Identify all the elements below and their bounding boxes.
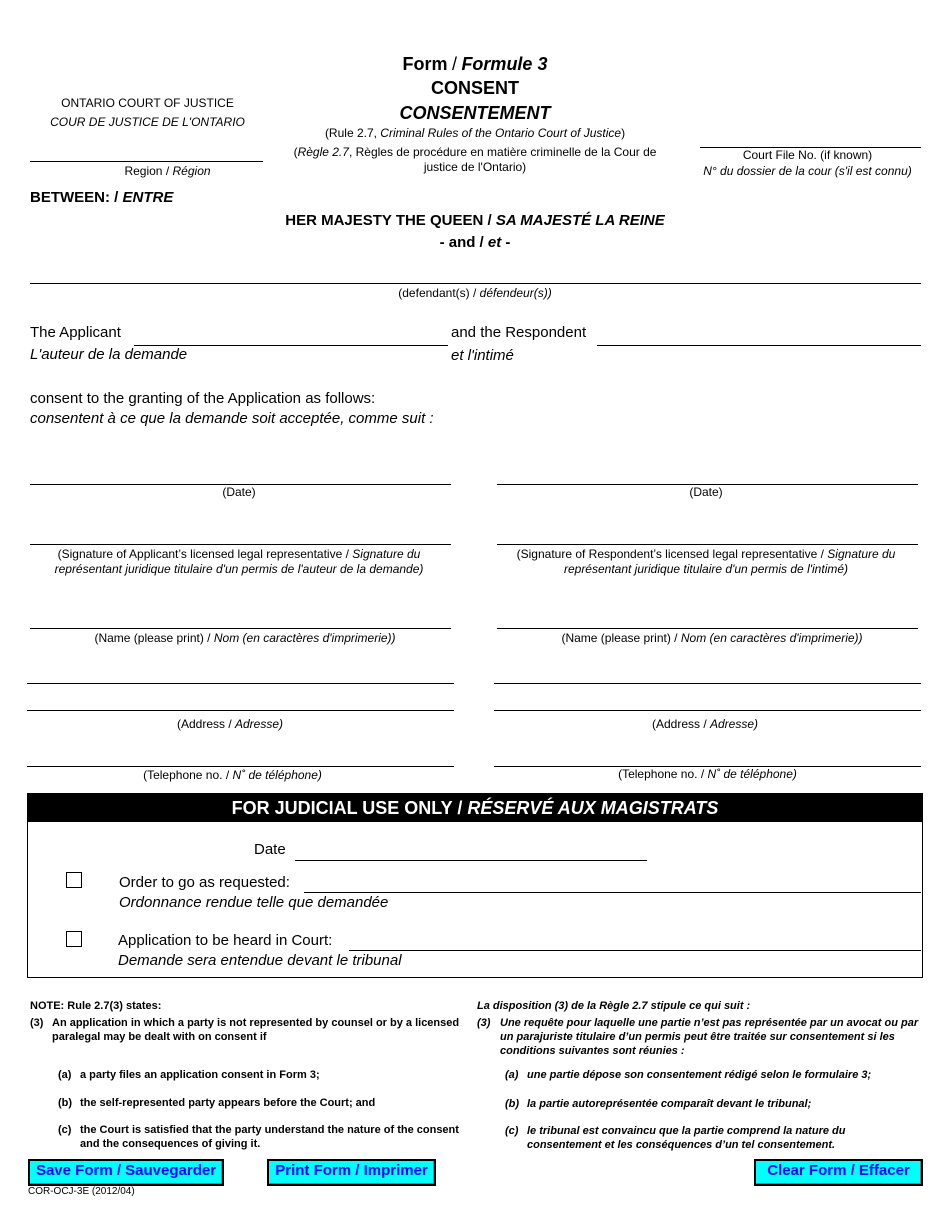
form-number-fr: Formule 3 bbox=[461, 54, 548, 74]
applicant-signature-label bbox=[30, 547, 448, 577]
respondent-address-label-en: (Address / bbox=[651, 717, 707, 731]
note-en-b: the self-represented party appears before the Court; and bbox=[80, 1097, 376, 1109]
title-en: CONSENT bbox=[430, 78, 519, 98]
note-fr-c: le tribunal est convaincu que la partie comprend la nature du consentement et les conséquences d’un tel consentement. bbox=[527, 1125, 846, 1151]
note-en-c-num: (c) bbox=[58, 1124, 72, 1136]
defendant-label bbox=[30, 286, 920, 301]
applicant-phone-label-en: (Telephone no. / bbox=[143, 768, 230, 782]
respondent-phone-label bbox=[505, 767, 910, 782]
note-fr-p3-num: (3) bbox=[477, 1017, 491, 1029]
note-fr-b: la partie autoreprésentée comparaît devant le tribunal; bbox=[527, 1098, 812, 1110]
applicant-input[interactable] bbox=[134, 325, 448, 346]
note-en-a-num: (a) bbox=[58, 1069, 72, 1081]
applicant-phone-label-fr: N˚ de téléphone) bbox=[232, 768, 322, 782]
respondent-name-input[interactable] bbox=[497, 608, 918, 629]
respondent-phone-label-fr: N˚ de téléphone) bbox=[707, 767, 797, 781]
region-label bbox=[30, 164, 305, 179]
queen-fr: SA MAJESTÉ LA REINE bbox=[495, 212, 665, 229]
applicant-address-label bbox=[30, 717, 430, 732]
respondent-name-label bbox=[497, 631, 927, 646]
respondent-date-input[interactable] bbox=[497, 464, 918, 485]
court-file-number-label-fr: N° du dossier de la cour (s'il est connu) bbox=[703, 164, 912, 178]
respondent-label-en: and the Respondent bbox=[451, 324, 587, 341]
region-label-sep: / bbox=[165, 164, 170, 178]
applicant-address-line1-input[interactable] bbox=[27, 663, 454, 684]
note-fr-b-num: (b) bbox=[505, 1098, 520, 1110]
applicant-label-en: The Applicant bbox=[30, 324, 121, 341]
between-fr: ENTRE bbox=[122, 189, 174, 206]
court-name-en: ONTARIO COURT OF JUSTICE bbox=[61, 96, 234, 110]
rule-citation-fr bbox=[280, 145, 670, 175]
applicant-signature-label-fr: Signature du représentant juridique titulaire d'un permis de l'auteur de la demande) bbox=[54, 547, 424, 576]
judicial-header-en: FOR JUDICIAL USE ONLY / bbox=[231, 798, 463, 818]
respondent-signature-label bbox=[497, 547, 915, 577]
form-number-sep: / bbox=[451, 54, 457, 74]
heard-in-court-label-en: Application to be heard in Court: bbox=[118, 932, 333, 949]
applicant-signature-label-en: (Signature of Applicant’s licensed legal representative / bbox=[57, 547, 349, 561]
order-as-requested-label-en: Order to go as requested: bbox=[119, 874, 290, 891]
rule-fr-italic: Règle 2.7 bbox=[297, 145, 349, 159]
form-number-en: Form bbox=[402, 54, 448, 74]
heard-in-court-input[interactable] bbox=[349, 930, 921, 951]
applicant-name-label-en: (Name (please print) / bbox=[94, 631, 211, 645]
order-as-requested-input[interactable] bbox=[304, 872, 921, 893]
heard-in-court-label-fr: Demande sera entendue devant le tribunal bbox=[118, 952, 402, 969]
applicant-name-label bbox=[30, 631, 460, 646]
respondent-input[interactable] bbox=[597, 325, 921, 346]
rule-en-suffix: ) bbox=[621, 126, 626, 140]
applicant-phone-input[interactable] bbox=[27, 746, 454, 767]
note-en-p3: An application in which a party is not represented by counsel or by a licensed paralegal may be dealt with on consent if bbox=[52, 1017, 460, 1043]
judicial-date-label: Date bbox=[254, 841, 286, 858]
order-as-requested-checkbox[interactable] bbox=[66, 872, 82, 888]
note-fr-p3: Une requête pour laquelle une partie n’est pas représentée par un avocat ou par un parajuriste titulaire d’un permis peut être traitée sur consentement si les conditions suivantes sont réunies : bbox=[500, 1017, 919, 1057]
note-en-c: the Court is satisfied that the party understand the nature of the consent and the consequences of giving it. bbox=[80, 1124, 459, 1150]
respondent-address-label bbox=[505, 717, 905, 732]
court-file-number-label-en: Court File No. (if known) bbox=[742, 148, 873, 162]
respondent-phone-label-en: (Telephone no. / bbox=[618, 767, 705, 781]
defendant-input[interactable] bbox=[30, 263, 921, 284]
court-name-fr: COUR DE JUSTICE DE L'ONTARIO bbox=[50, 115, 245, 129]
applicant-address-label-fr: Adresse) bbox=[235, 717, 284, 731]
between-en: BETWEEN: / bbox=[30, 189, 119, 206]
and-fr: et bbox=[487, 234, 502, 251]
note-fr-a-num: (a) bbox=[505, 1069, 519, 1081]
defendant-label-sep: / bbox=[472, 286, 477, 300]
queen-en: HER MAJESTY THE QUEEN / bbox=[285, 212, 492, 229]
and-en: - and / bbox=[439, 234, 484, 251]
order-as-requested-label-fr: Ordonnance rendue telle que demandée bbox=[119, 894, 389, 911]
note-en-b-num: (b) bbox=[58, 1097, 73, 1109]
respondent-name-label-fr: Nom (en caractères d'imprimerie)) bbox=[680, 631, 863, 645]
and-end: - bbox=[501, 234, 511, 251]
defendant-label-en: (defendant(s) bbox=[398, 286, 470, 300]
applicant-date-label: (Date) bbox=[222, 485, 256, 499]
note-en-a: a party files an application consent in Form 3; bbox=[80, 1069, 320, 1081]
respondent-phone-input[interactable] bbox=[494, 746, 921, 767]
rule-fr-open: ( bbox=[293, 145, 298, 159]
applicant-name-label-fr: Nom (en caractères d'imprimerie)) bbox=[213, 631, 396, 645]
rule-fr-rest: , Règles de procédure en matière criminelle de la Cour de justice de l'Ontario) bbox=[348, 145, 657, 174]
applicant-address-label-en: (Address / bbox=[176, 717, 232, 731]
region-input[interactable] bbox=[30, 141, 263, 162]
applicant-phone-label bbox=[30, 768, 435, 783]
consent-text-en: consent to the granting of the Application as follows: bbox=[30, 390, 376, 407]
print-form-button[interactable]: Print Form / Imprimer bbox=[267, 1159, 436, 1186]
applicant-name-input[interactable] bbox=[30, 608, 451, 629]
note-title-fr: La disposition (3) de la Règle 2.7 stipule ce qui suit : bbox=[477, 1000, 751, 1012]
note-fr-c-num: (c) bbox=[505, 1125, 519, 1137]
between-label bbox=[30, 188, 173, 207]
court-file-number-input[interactable] bbox=[700, 127, 921, 148]
rule-citation-en bbox=[280, 126, 670, 141]
form-number bbox=[330, 53, 620, 75]
defendant-label-fr: défendeur(s)) bbox=[479, 286, 552, 300]
judicial-date-input[interactable] bbox=[295, 840, 647, 861]
judicial-use-header bbox=[28, 794, 922, 822]
note-fr-a: une partie dépose son consentement rédigé selon le formulaire 3; bbox=[527, 1069, 872, 1081]
consent-text-fr: consentent à ce que la demande soit acceptée, comme suit : bbox=[30, 410, 434, 427]
respondent-address-line1-input[interactable] bbox=[494, 663, 921, 684]
heard-in-court-checkbox[interactable] bbox=[66, 931, 82, 947]
rule-en-prefix: (Rule 2.7, bbox=[324, 126, 381, 140]
save-form-button[interactable]: Save Form / Sauvegarder bbox=[28, 1159, 224, 1186]
rule-en-italic: Criminal Rules of the Ontario Court of Justice bbox=[380, 126, 622, 140]
crown-party bbox=[200, 211, 750, 230]
judicial-header-fr: RÉSERVÉ AUX MAGISTRATS bbox=[467, 798, 719, 818]
respondent-signature-label-en: (Signature of Respondent’s licensed legal representative / bbox=[516, 547, 824, 561]
applicant-label-fr: L'auteur de la demande bbox=[30, 346, 188, 363]
respondent-date-label: (Date) bbox=[689, 485, 723, 499]
clear-form-button[interactable]: Clear Form / Effacer bbox=[754, 1159, 923, 1186]
applicant-signature-input[interactable] bbox=[30, 524, 451, 545]
respondent-address-line2-input[interactable] bbox=[494, 690, 921, 711]
applicant-date-input[interactable] bbox=[30, 464, 451, 485]
note-en-p3-num: (3) bbox=[30, 1017, 44, 1029]
and-separator bbox=[300, 233, 650, 252]
respondent-label-fr: et l'intimé bbox=[451, 347, 514, 364]
title-fr: CONSENTEMENT bbox=[399, 103, 551, 123]
respondent-address-label-fr: Adresse) bbox=[710, 717, 759, 731]
respondent-signature-input[interactable] bbox=[497, 524, 918, 545]
note-title-en: NOTE: Rule 2.7(3) states: bbox=[30, 1000, 162, 1012]
form-code: COR-OCJ-3E (2012/04) bbox=[28, 1186, 135, 1197]
region-label-fr: Région bbox=[172, 164, 211, 178]
respondent-signature-label-fr: Signature du représentant juridique titulaire d'un permis de l'intimé) bbox=[563, 547, 896, 576]
respondent-name-label-en: (Name (please print) / bbox=[561, 631, 678, 645]
region-label-en: Region bbox=[124, 164, 163, 178]
applicant-address-line2-input[interactable] bbox=[27, 690, 454, 711]
